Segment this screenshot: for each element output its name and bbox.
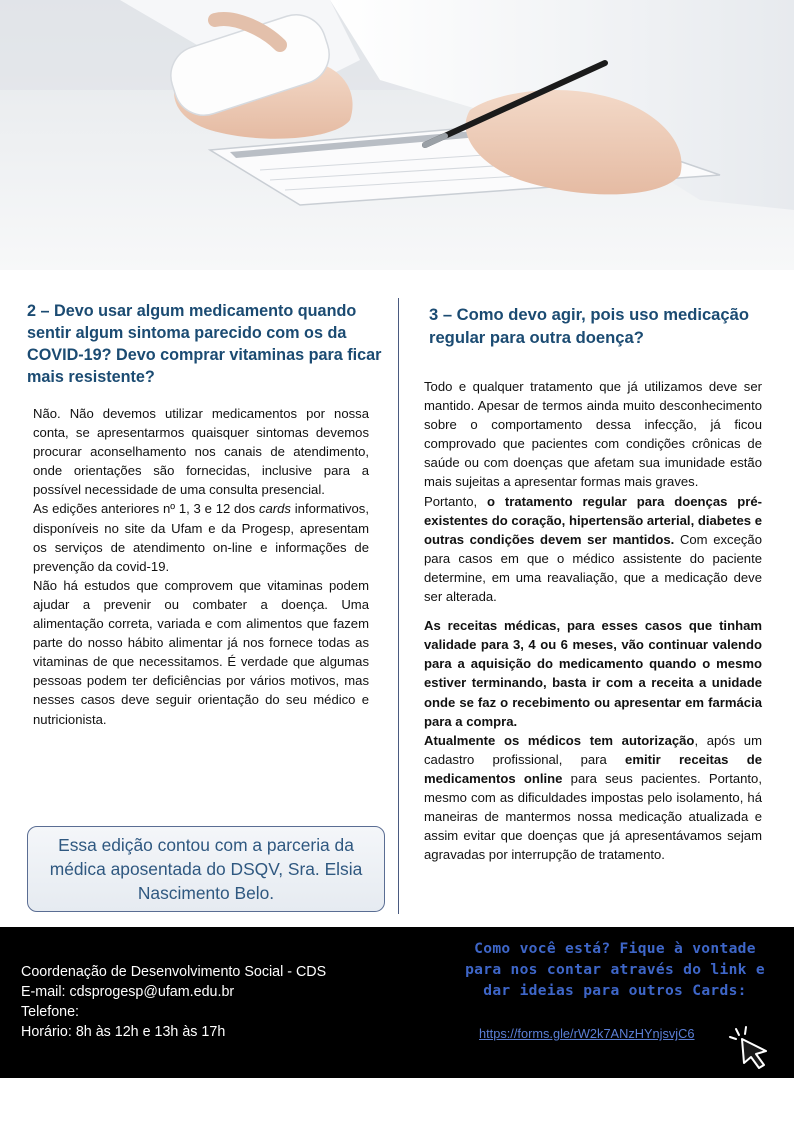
answer-2-p2-text: As edições anteriores nº 1, 3 e 12 dos [33,501,259,517]
feedback-call-to-action [432,938,794,1001]
right-column [424,303,764,864]
answer-2-paragraph-1: Não. Não devemos utilizar medicamentos por nossa conta, se apresentarmos quaisquer sintomas devemos procurar aconselhamento nos canais de atendimento, onde orientações são fornecidas, inclusive para a possível necessidade de uma consulta presencial. [33,406,369,498]
answer-3-p2-bold: o tratamento regular para doenças pré-existentes do coração, hipertensão arterial, diabetes e outras condições devem ser mantidos. [424,493,762,547]
column-divider [398,298,399,914]
answer-3-p3-bold: As receitas médicas, para esses casos que tinham validade para 3, 4 ou 6 meses, vão continuar valendo para a aquisição do medicamento quando o mesmo estiver terminando, basta ir com a receita a unidade onde se faz o recebimento ou apresentar em farmácia para a compra. [424,618,762,729]
contact-phone: Telefone: [21,1004,80,1020]
answer-2-paragraph-3: Não há estudos que comprovem que vitaminas podem ajudar a prevenir ou combater a doença. Uma alimentação correta, variada e com alimentos que fazem parte do nosso hábito alimentar já nos fornece todas as vitaminas de que necessitamos. É verdade que algumas pessoas podem ter deficiências por vários motivos, mas nesses casos deve seguir orientação do seu médico e nutricionista. [33,577,369,727]
answer-3-paragraph-3 [424,616,762,731]
left-column [27,300,383,729]
feedback-form-link[interactable]: https://forms.gle/rW2k7ANzHYnjsvjC6 [479,1026,695,1041]
hero-photo [0,0,794,270]
contact-email: E-mail: cdsprogesp@ufam.edu.br [21,984,235,1000]
hero-illustration [0,0,794,270]
answer-2-p2-text-end: informativos, disponíveis no site da Ufam e da Progesp, apresentam os serviços de atendimento on-line e informações de prevenção da covid-19. [33,501,369,574]
contact-hours: Horário: 8h às 12h e 13h às 17h [21,1024,226,1040]
answer-3-paragraph-1: Todo e qualquer tratamento que já utilizamos deve ser mantido. Apesar de termos ainda muito desconhecimento sobre o comportamento dessa infecção, já ficou comprovado que pacientes com condições crônicas de saúde ou com doenças que afetam sua imunidade estão mais sujeitas a apresentar formas mais graves. [424,379,762,490]
footer [0,927,794,1078]
answer-3-p4-bold-2: emitir receitas de medicamentos online [424,751,762,786]
cta-line-1: Como você está? Fique à vontade [474,940,756,957]
answer-3-p2-text: Portanto, [424,493,488,509]
question-3-answer [424,377,762,864]
partnership-note: Essa edição contou com a parceria da médica aposentada do DSQV, Sra. Elsia Nascimento Belo. [27,826,385,912]
answer-2-paragraph-2 [33,499,369,575]
answer-3-paragraph-4 [424,731,762,865]
question-2-title: 2 – Devo usar algum medicamento quando sentir algum sintoma parecido com os da COVID-19? Devo comprar vitaminas para ficar mais resistente? [27,302,382,386]
question-3-title: 3 – Como devo agir, pois uso medicação regular para outra doença? [429,305,749,347]
answer-3-p4-text-end: para seus pacientes. Portanto, mesmo com as dificuldades impostas pelo isolamento, há maneiras de mantermos nossa medicação atualizada e assim evitar que doenças que já apresentávamos sejam agravadas por interrupção de tratamento. [424,770,762,863]
answer-3-paragraph-2 [424,492,762,607]
question-2-answer [27,404,369,729]
contact-department: Coordenação de Desenvolvimento Social - CDS [21,964,327,980]
answer-3-p4-bold-1: Atualmente os médicos tem autorização [424,732,695,748]
answer-3-p2-text-end: Com exceção para casos em que o médico assistente do paciente determine, em uma reavaliação, que a medicação deve ser alterada. [424,531,762,605]
contact-info [21,962,326,1042]
cta-line-3: dar ideias para outros Cards: [483,982,747,999]
cursor-click-icon [728,1025,776,1069]
cta-line-2: para nos contar através do link e [465,961,765,978]
answer-2-p2-italic: cards [258,501,291,517]
answer-3-p4-text: , após um cadastro profissional, para [424,732,762,767]
